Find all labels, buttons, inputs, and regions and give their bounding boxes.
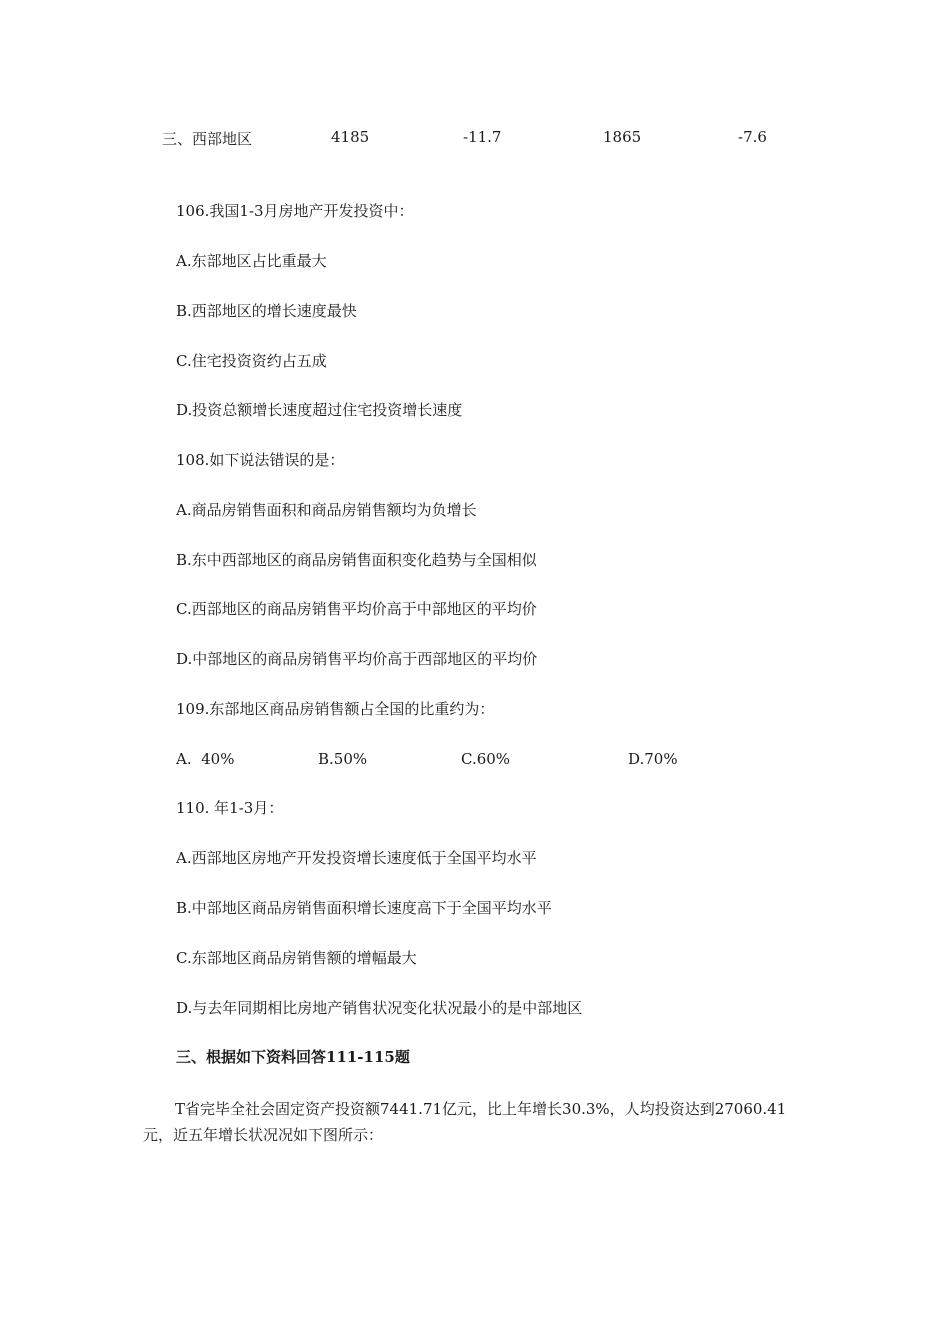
question-108-option-b: B.东中西部地区的商品房销售面积变化趋势与全国相似 xyxy=(176,551,537,569)
region-cell: 三、西部地区 xyxy=(162,130,253,148)
section-heading: 三、根据如下资料回答111-115题 xyxy=(176,1048,410,1066)
question-106-option-c: C.住宅投资资约占五成 xyxy=(176,352,327,370)
question-106-stem: 106.我国1-3月房地产开发投资中： xyxy=(176,202,414,220)
question-108-option-c: C.西部地区的商品房销售平均价高于中部地区的平均价 xyxy=(176,600,537,618)
question-109-stem: 109.东部地区商品房销售额占全国的比重约为： xyxy=(176,700,495,718)
section-paragraph: T省完毕全社会固定资产投资额7441.71亿元，比上年增长30.3%，人均投资达到27060.41元，近五年增长状况况如下图所示： xyxy=(143,1100,787,1144)
question-109-option-c: C.60% xyxy=(461,750,511,768)
question-109-option-a: A. 40% xyxy=(176,750,235,768)
sales-area-cell: 1865 xyxy=(603,128,642,146)
question-110-stem: 110. 年1-3月： xyxy=(176,799,284,817)
question-110-option-c: C.东部地区商品房销售额的增幅最大 xyxy=(176,949,417,967)
investment-growth-cell: -11.7 xyxy=(463,128,502,146)
question-110-option-a: A.西部地区房地产开发投资增长速度低于全国平均水平 xyxy=(176,849,537,867)
question-108-option-d: D.中部地区的商品房销售平均价高于西部地区的平均价 xyxy=(176,650,538,668)
sales-area-growth-cell: -7.6 xyxy=(738,128,767,146)
question-106-option-a: A.东部地区占比重最大 xyxy=(176,252,327,270)
question-110-option-d: D.与去年同期相比房地产销售状况变化状况最小的是中部地区 xyxy=(176,999,583,1017)
question-108-stem: 108.如下说法错误的是： xyxy=(176,451,345,469)
question-106-option-d: D.投资总额增长速度超过住宅投资增长速度 xyxy=(176,401,463,419)
investment-cell: 4185 xyxy=(331,128,370,146)
question-106-option-b: B.西部地区的增长速度最快 xyxy=(176,302,357,320)
question-109-option-b: B.50% xyxy=(318,750,368,768)
question-109-option-d: D.70% xyxy=(628,750,678,768)
question-108-option-a: A.商品房销售面积和商品房销售额均为负增长 xyxy=(176,501,477,519)
question-110-option-b: B.中部地区商品房销售面积增长速度高下于全国平均水平 xyxy=(176,899,552,917)
